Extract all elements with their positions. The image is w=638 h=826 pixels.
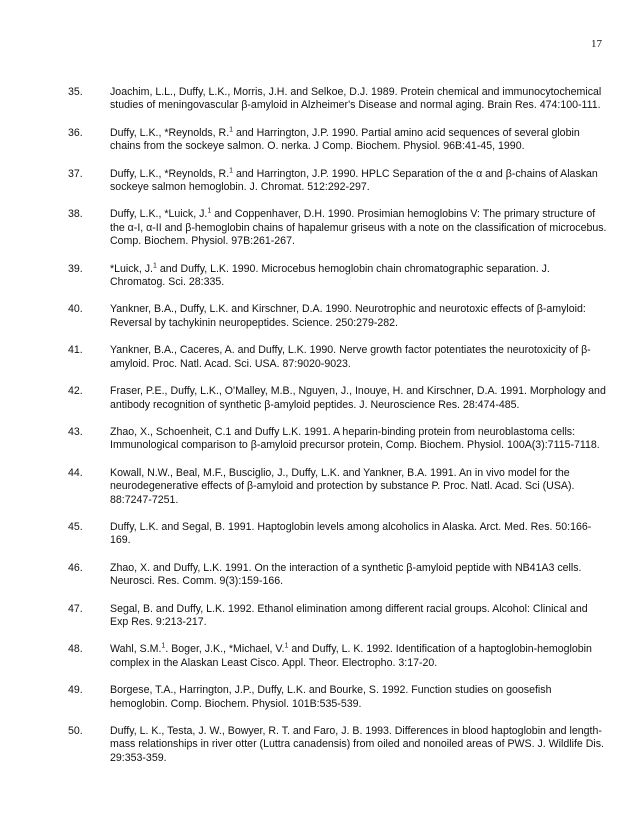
page-number: 17 — [591, 38, 602, 50]
footnote-marker: 1 — [152, 262, 157, 270]
reference-text-segment: Fraser, P.E., Duffy, L.K., O'Malley, M.B., Nguyen, J., Inouye, H. and Kirschner, D.A. 1991. Morphology and antibody recognition of synthetic β-amyloid peptides. J. Neuroscience Res. 28:474-485. — [110, 385, 606, 411]
reference-text — [110, 426, 608, 453]
reference-entry — [68, 562, 608, 589]
reference-text-segment: and Coppenhaver, D.H. 1990. Prosimian hemoglobins V: The primary structure of the α-I, α-II and β-hemoglobin chains of hapalemur griseus with a note on the classification of microcebus. Comp. Biochem. Physiol. 97B:261-267. — [110, 208, 607, 248]
reference-text — [110, 303, 608, 330]
reference-number: 35. — [68, 86, 83, 98]
reference-text-segment: and Duffy, L.K. 1990. Microcebus hemoglobin chain chromatographic separation. J. Chromatog. Sci. 28:335. — [110, 262, 550, 289]
reference-text-segment: Joachim, L.L., Duffy, L.K., Morris, J.H. and Selkoe, D.J. 1989. Protein chemical and immunocytochemical studies of meningovascular β-amyloid in Alzheimer's Disease and normal aging. Brain Res. 474:100-111. — [110, 86, 602, 112]
reference-entry — [68, 344, 608, 371]
reference-number: 44. — [68, 466, 83, 479]
reference-text-segment: Duffy, L.K. and Segal, B. 1991. Haptoglobin levels among alcoholics in Alaska. Arct. Med. Res. 50:166-169. — [110, 520, 592, 547]
reference-number: 47. — [68, 602, 83, 615]
reference-entry — [68, 168, 608, 195]
reference-number: 41. — [68, 344, 83, 357]
reference-number: 38. — [68, 208, 83, 221]
reference-text — [110, 467, 608, 507]
reference-list — [68, 86, 608, 779]
reference-number: 39. — [68, 262, 83, 275]
reference-text — [110, 208, 608, 248]
reference-text-segment: Borgese, T.A., Harrington, J.P., Duffy, L.K. and Bourke, S. 1992. Function studies on goosefish hemoglobin. Comp. Biochem. Physiol. 101B:535-539. — [110, 684, 552, 710]
reference-text — [110, 168, 608, 195]
reference-number: 43. — [68, 425, 83, 438]
reference-text-segment: Wahl, S.M. — [110, 643, 162, 656]
reference-text-segment: and Harrington, J.P. 1990. Partial amino acid sequences of several globin chains from the sockeye salmon. O. nerka. J Comp. Biochem. Physiol. 96B:41-45, 1990. — [110, 126, 580, 153]
reference-entry — [68, 725, 608, 765]
reference-entry — [68, 643, 608, 670]
footnote-marker: 1 — [207, 207, 212, 215]
reference-entry — [68, 127, 608, 154]
reference-number: 36. — [68, 126, 83, 139]
reference-text — [110, 562, 608, 589]
reference-number: 42. — [68, 385, 83, 398]
reference-entry — [68, 467, 608, 507]
reference-number: 50. — [68, 725, 83, 737]
reference-text-segment: Segal, B. and Duffy, L.K. 1992. Ethanol elimination among different racial groups. Alcohol: Clinical and Exp Res. 9:213-217. — [110, 602, 588, 628]
reference-entry — [68, 603, 608, 630]
reference-number: 37. — [68, 167, 83, 180]
reference-text-segment: Duffy, L.K., *Reynolds, R. — [110, 126, 230, 139]
reference-entry — [68, 86, 608, 113]
reference-entry — [68, 303, 608, 330]
reference-entry — [68, 426, 608, 453]
footnote-marker: 1 — [229, 167, 234, 175]
reference-entry — [68, 521, 608, 548]
footnote-marker: 1 — [229, 126, 234, 134]
reference-text — [110, 263, 608, 290]
reference-entry — [68, 263, 608, 290]
reference-number: 40. — [68, 303, 83, 316]
reference-text — [110, 603, 608, 630]
reference-text — [110, 684, 608, 711]
reference-text — [110, 521, 608, 548]
reference-entry — [68, 385, 608, 412]
reference-text — [110, 127, 608, 154]
reference-text — [110, 385, 608, 412]
footnote-marker: 1 — [161, 642, 166, 650]
reference-entry — [68, 208, 608, 248]
footnote-marker: 1 — [284, 642, 289, 650]
reference-text — [110, 725, 608, 765]
reference-text-segment: Kowall, N.W., Beal, M.F., Busciglio, J., Duffy, L.K. and Yankner, B.A. 1991. An in vivo model for the neurodegenerative effects of β-amyloid and protection by substance P. Proc. Natl. Acad. Sci (USA). 88:7247-7251. — [110, 466, 575, 506]
reference-text-segment: . Boger, J.K., *Michael, V. — [165, 643, 285, 656]
reference-number: 48. — [68, 643, 83, 656]
reference-text-segment: Duffy, L. K., Testa, J. W., Bowyer, R. T. and Faro, J. B. 1993. Differences in blood haptoglobin and length-mass relationships in river otter (Luttra canadensis) from oiled and nonoiled areas of PWS. J. Wildlife Dis. 29:353-359. — [110, 725, 604, 764]
reference-text-segment: and Harrington, J.P. 1990. HPLC Separation of the α and β-chains of Alaskan sockeye salmon hemoglobin. J. Chromat. 512:292-297. — [110, 167, 598, 194]
reference-text-segment: Zhao, X. and Duffy, L.K. 1991. On the interaction of a synthetic β-amyloid peptide with NB41A3 cells. Neurosci. Res. Comm. 9(3):159-166. — [110, 561, 582, 588]
reference-text — [110, 643, 608, 670]
reference-text-segment: Yankner, B.A., Caceres, A. and Duffy, L.K. 1990. Nerve growth factor potentiates the neurotoxicity of β-amyloid. Proc. Natl. Acad. Sci. USA. 87:9020-9023. — [110, 344, 591, 370]
reference-text-segment: *Luick, J. — [110, 262, 153, 275]
reference-text-segment: and Duffy, L. K. 1992. Identification of a haptoglobin-hemoglobin complex in the Alaskan Least Cisco. Appl. Theor. Electropho. 3:17-20. — [110, 643, 592, 669]
reference-text-segment: Duffy, L.K., *Reynolds, R. — [110, 167, 230, 180]
reference-text — [110, 344, 608, 371]
reference-text — [110, 86, 608, 113]
reference-number: 49. — [68, 684, 83, 697]
reference-text-segment: Duffy, L.K., *Luick, J. — [110, 208, 208, 221]
reference-text-segment: Zhao, X., Schoenheit, C.1 and Duffy L.K. 1991. A heparin-binding protein from neuroblastoma cells: Immunological comparison to β-amyloid precursor protein, Comp. Biochem. Physiol. 100A(3):7115-7118. — [110, 425, 600, 452]
reference-entry — [68, 684, 608, 711]
reference-number: 46. — [68, 561, 83, 574]
reference-number: 45. — [68, 520, 83, 533]
reference-text-segment: Yankner, B.A., Duffy, L.K. and Kirschner, D.A. 1990. Neurotrophic and neurotoxic effects of β-amyloid: Reversal by tachykinin neuropeptides. Science. 250:279-282. — [110, 303, 586, 329]
